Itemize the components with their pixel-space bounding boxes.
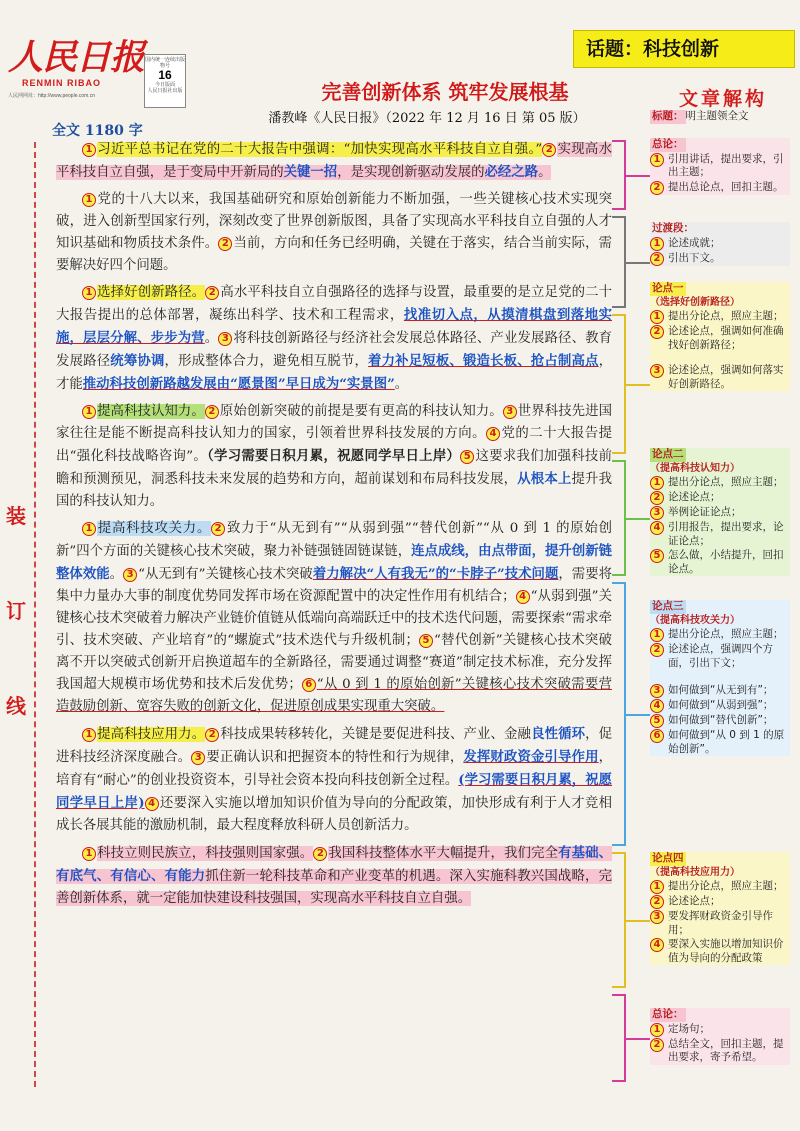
p5-text5: “从弱到强”关键核心技术突破着力解决产业链价值链从低端向高端跃迁中的技术迭代问题，需要探索“需求牵引、技术突破、产业培育”的“螺旋式”技术迭代与升级机制； xyxy=(56,589,612,648)
side-point3-item: 如何做到“从 0 到 1 的原始创新”。 xyxy=(668,729,785,755)
binding-char-2: 订 xyxy=(6,599,26,623)
number-marker: 3 xyxy=(650,506,664,520)
edition-line1: 国内统一连续出版物号 xyxy=(145,57,186,69)
p1-text2: ，是实现创新驱动发展的 xyxy=(337,165,485,180)
marker-5: 5 xyxy=(460,450,474,464)
marker-1: 1 xyxy=(82,143,96,157)
side-point3-sub: （提高科技攻关力） xyxy=(650,614,740,626)
p4-text4: 这要求我们加强科技前瞻和预测预见，洞悉科技未来发展的趋势和方向，超前谋划和布局科技发展， xyxy=(56,449,612,487)
p5-keyword: 连点成线，由点带面，提升创新链整体效能 xyxy=(56,543,613,582)
marker-5: 5 xyxy=(419,634,433,648)
side-point2-item: 举例论证论点； xyxy=(668,506,742,518)
number-marker: 2 xyxy=(650,181,664,195)
side-title-box xyxy=(650,110,790,124)
p3-text2: 。 xyxy=(204,331,219,346)
p1-quote: 习近平总书记在党的二十大报告中强调：“加快实现高水平科技自立自强。” xyxy=(97,142,543,157)
p5-text4: ，需要将集中力量办大事的制度优势同发挥市场在资源配置中的决定性作用有机结合； xyxy=(56,567,613,604)
number-marker: 2 xyxy=(650,1038,664,1052)
p3-text5: ，才能 xyxy=(56,354,613,392)
marker-1: 1 xyxy=(82,286,96,300)
paragraph-4 xyxy=(56,401,612,513)
marker-2: 2 xyxy=(218,237,232,251)
side-point4-sub: （提高科技应用力） xyxy=(650,866,740,878)
bracket-stem-6 xyxy=(626,920,650,922)
bracket-stem-4 xyxy=(626,518,650,520)
side-point3-item: 如何做到“从无到有”； xyxy=(668,684,774,696)
logo-text: 人民日报 xyxy=(8,37,145,78)
number-marker: 2 xyxy=(650,252,664,266)
p4-text2: 世界科技先进国家往往是能不断提高科技认知力的国家，引领着世界科技发展的方向。 xyxy=(56,404,613,441)
p1-keyword: 关键一招 xyxy=(283,164,338,180)
structure-heading: 文章解构 xyxy=(678,88,767,110)
side-point1-sub: （选择好创新路径） xyxy=(650,296,740,308)
marker-4: 4 xyxy=(145,797,159,811)
bracket-stem-1 xyxy=(626,175,650,177)
p7-text3: 抓住新一轮科技革命和产业变革的机遇。深入实施科教兴国战略，完善创新体系，就一定能加快建设科技强国，实现高水平科技自立自强。 xyxy=(56,869,612,906)
side-title-label: 标题： xyxy=(652,110,684,122)
number-marker: 1 xyxy=(650,1023,664,1037)
p6-text3: 要正确认识和把握资本的特性和行为规律， xyxy=(206,750,464,765)
number-marker: 1 xyxy=(650,310,664,324)
side-point-3 xyxy=(650,600,790,756)
side-point1-label: 论点一 xyxy=(652,282,684,294)
edition-number: 16 xyxy=(158,68,172,82)
p5-text: 致力于“从无到有”“从弱到强”“替代创新”“从 0 到 1 的原始创新”四个方面的关键核心技术突破，聚力补链强链固链谋链， xyxy=(56,521,612,559)
side-intro-item: 引用讲话，提出要求，引出主题； xyxy=(668,152,784,178)
paragraph-6 xyxy=(56,723,612,837)
p4-heading: 提高科技认知力。 xyxy=(97,404,205,419)
side-point-1 xyxy=(650,282,790,391)
number-marker: 1 xyxy=(650,237,664,251)
p6-text4: ，培育有“耐心”的创业投资资本，引导社会资本投向科技创新全过程。 xyxy=(56,750,612,788)
bracket-7 xyxy=(612,994,626,1082)
marker-6: 6 xyxy=(302,678,316,692)
p5-text2: 。 xyxy=(109,567,124,582)
p5-text7: “从 0 到 1 的原始创新”关键核心技术突破需要营造鼓励创新、宽容失败的创新文化，促进原创成果实现重大突破。 xyxy=(56,677,612,714)
number-marker: 6 xyxy=(650,729,664,743)
side-intro-label: 总论： xyxy=(652,138,684,150)
p3-keyword3: 着力补足短板、锻造长板、抢占制高点 xyxy=(368,353,599,369)
p3-text3: 将科技创新路径与经济社会发展总体路径、产业发展路径、教育发展路径 xyxy=(56,331,613,369)
number-marker: 1 xyxy=(650,628,664,642)
side-point4-label: 论点四 xyxy=(652,852,684,864)
marker-2: 2 xyxy=(313,847,327,861)
word-count: 全文 1180 字 xyxy=(52,123,143,139)
side-point3-label: 论点三 xyxy=(652,600,684,612)
side-conclusion xyxy=(650,1008,790,1065)
marker-1: 1 xyxy=(82,847,96,861)
article-body xyxy=(56,139,612,915)
p6-text5: 还要深入实施以增加知识价值为导向的分配政策，加快形成有利于人才竞相成长各展其能的激励机制，最大程度释放科研人员创新活力。 xyxy=(56,796,612,833)
article-byline: 潘教峰《人民日报》（2022 年 12 月 16 日 第 05 版） xyxy=(268,111,586,126)
side-point2-item: 论述论点； xyxy=(668,491,721,503)
p3-keyword2: 统筹协调 xyxy=(110,353,165,369)
p3-keyword4: 推动科技创新路越发展由“愿景图”早日成为“实景图” xyxy=(82,376,395,392)
edition-line2: 今日版面 xyxy=(154,82,175,88)
p5-text6: “替代创新”关键核心技术突破离不开以突破式创新开启换道超车的全新路径，需要通过调整“赛道”制定技术标准，充分发挥我国超大规模市场优势和技术后发优势； xyxy=(56,633,612,692)
marker-2: 2 xyxy=(205,728,219,742)
side-point1-item: 论述论点，强调如何准确找好创新路径； xyxy=(668,325,784,351)
side-point1-item: 论述论点，强调如何落实好创新路径。 xyxy=(668,364,784,390)
side-title-text: 明主题领全文 xyxy=(685,110,749,122)
side-conclusion-item: 总结全文，回扣主题，提出要求，寄予希望。 xyxy=(668,1037,784,1063)
side-conclusion-item: 定场句； xyxy=(668,1022,710,1035)
logo-url: 人民网网址：http://www.people.com.cn xyxy=(8,93,95,99)
number-marker: 4 xyxy=(650,938,664,952)
side-intro xyxy=(650,138,790,195)
logo-pinyin: RENMIN RIBAO xyxy=(22,78,101,88)
bracket-stem-5 xyxy=(626,714,650,716)
bracket-stem-7 xyxy=(626,1038,650,1040)
side-conclusion-label: 总论： xyxy=(652,1008,684,1020)
number-marker: 3 xyxy=(650,684,664,698)
p4-text5: 提升我国的科技认知力。 xyxy=(56,472,613,509)
side-point2-item: 怎么做，小结提升，回扣论点。 xyxy=(668,549,784,575)
number-marker: 3 xyxy=(650,910,664,924)
side-point2-item: 引用报告，提出要求，论证论点； xyxy=(668,521,784,547)
number-marker: 4 xyxy=(650,521,664,535)
p6-keyword: 良性循环 xyxy=(531,726,586,742)
side-point3-item: 如何做到“替代创新”； xyxy=(668,714,774,726)
newspaper-logo xyxy=(8,38,158,108)
side-transition-item: 引出下文。 xyxy=(668,251,721,264)
number-marker: 1 xyxy=(650,476,664,490)
bracket-2 xyxy=(612,216,626,308)
bracket-1 xyxy=(612,140,626,210)
bracket-6 xyxy=(612,852,626,988)
marker-2: 2 xyxy=(542,143,556,157)
p3-heading: 选择好创新路径。 xyxy=(97,285,206,300)
p7-text2: 我国科技整体水平大幅提升，我们完全 xyxy=(328,846,559,861)
number-marker: 5 xyxy=(650,714,664,728)
number-marker: 2 xyxy=(650,895,664,909)
marker-3: 3 xyxy=(218,332,232,346)
bracket-stem-3 xyxy=(626,384,650,386)
bracket-3 xyxy=(612,314,626,454)
side-point-2 xyxy=(650,448,790,576)
number-marker: 3 xyxy=(650,364,664,378)
marker-1: 1 xyxy=(82,728,96,742)
marker-3: 3 xyxy=(191,751,205,765)
p1-text3: 。 xyxy=(538,165,552,180)
p2-text: 党的十八大以来，我国基础研究和原始创新能力不断加强，一些关键核心技术实现突破，进入创新型国家行列，深刻改变了世界创新版图，具备了实现高水平科技自立自强的人才知识基础和物质技术条件。 xyxy=(56,192,612,251)
bracket-5 xyxy=(612,582,626,846)
number-marker: 1 xyxy=(650,880,664,894)
p3-text4: ，形成整体合力，避免相互脱节， xyxy=(164,354,369,369)
side-point1-item: 提出分论点，照应主题； xyxy=(668,310,784,322)
side-point4-item: 要发挥财政资金引导作用； xyxy=(668,910,773,936)
marker-1: 1 xyxy=(82,405,96,419)
p1-keyword2: 必经之路 xyxy=(484,164,539,180)
p5-heading: 提高科技攻关力。 xyxy=(97,521,212,536)
number-marker: 2 xyxy=(650,643,664,657)
side-transition-item: 论述成就； xyxy=(668,236,721,249)
side-point4-item: 论述论点； xyxy=(668,895,721,907)
marker-3: 3 xyxy=(503,405,517,419)
side-point3-item: 如何做到“从弱到强”； xyxy=(668,699,774,711)
edition-box xyxy=(144,54,186,108)
side-point2-label: 论点二 xyxy=(652,448,684,460)
marker-4: 4 xyxy=(516,590,530,604)
marker-1: 1 xyxy=(82,193,96,207)
p2-text2: 当前，方向和任务已经明确，关键在于落实，结合当前实际，需要解决好四个问题。 xyxy=(56,236,613,273)
marker-3: 3 xyxy=(123,568,137,582)
topic-banner: 话题：科技创新 xyxy=(573,30,795,68)
marker-4: 4 xyxy=(486,427,500,441)
marker-2: 2 xyxy=(211,522,225,536)
p7-keyword: 有基础、有底气、有信心、有能力 xyxy=(56,845,613,884)
side-transition-label: 过渡段： xyxy=(652,222,694,234)
marker-2: 2 xyxy=(205,286,219,300)
paragraph-5 xyxy=(56,518,612,718)
p3-keyword: 找准切入点，从摸清棋盘到落地实施，层层分解、步步为营 xyxy=(56,307,613,346)
structure-brackets xyxy=(612,140,652,1090)
paragraph-3 xyxy=(56,282,612,396)
side-intro-item: 提出总论点，回扣主题。 xyxy=(668,180,784,193)
side-point3-item: 论述论点，强调四个方面，引出下文； xyxy=(668,643,773,669)
marker-1: 1 xyxy=(82,522,96,536)
side-transition xyxy=(650,222,790,266)
p7-text: 科技立则民族立，科技强则国家强。 xyxy=(97,846,314,861)
number-marker: 5 xyxy=(650,549,664,563)
number-marker: 2 xyxy=(650,491,664,505)
paragraph-2 xyxy=(56,189,612,277)
paragraph-7 xyxy=(56,842,612,910)
paragraph-1 xyxy=(56,139,612,184)
edition-line3: 人民日报社出版 xyxy=(147,88,183,94)
p6-keyword2: 发挥财政资金引导作用 xyxy=(463,749,599,765)
p4-text: 原始创新突破的前提是要有更高的科技认知力。 xyxy=(219,404,503,419)
p6-aside: (学习需要日积月累，祝愿同学早日上岸) xyxy=(56,772,612,811)
side-point4-item: 提出分论点，照应主题； xyxy=(668,880,784,892)
side-point2-sub: （提高科技认知力） xyxy=(650,462,740,474)
p6-text: 科技成果转移转化，关键是要促进科技、产业、金融 xyxy=(220,727,532,742)
side-point-4 xyxy=(650,852,790,965)
bracket-4 xyxy=(612,460,626,576)
side-point4-item: 要深入实施以增加知识价值为导向的分配政策 xyxy=(668,938,784,964)
bracket-stem-2 xyxy=(626,262,650,264)
p6-text2: ，促进科技经济深度融合。 xyxy=(56,727,613,765)
number-marker: 4 xyxy=(650,699,664,713)
p3-text6: 。 xyxy=(394,377,409,392)
binding-char-3: 线 xyxy=(6,694,26,718)
p4-aside: （学习需要日积月累，祝愿同学早日上岸） xyxy=(207,448,461,464)
p5-keyword2: 着力解决“人有我无”的“卡脖子”技术问题 xyxy=(312,566,559,582)
number-marker: 1 xyxy=(650,153,664,167)
p3-text: 高水平科技自立自强路径的选择与设置，最重要的是立足党的二十大报告提出的总体部署，凝练出科学、技术和工程需求， xyxy=(56,285,612,323)
binding-line xyxy=(34,142,36,1087)
p4-text3: 党的二十大报告提出“强化科技战略咨询”。 xyxy=(56,426,613,464)
side-point3-item: 提出分论点，照应主题； xyxy=(668,628,784,640)
p5-text3: “从无到有”关键核心技术突破 xyxy=(138,567,313,582)
side-point2-item: 提出分论点，照应主题； xyxy=(668,476,784,488)
number-marker: 2 xyxy=(650,325,664,339)
p4-keyword: 从根本上 xyxy=(517,471,572,487)
binding-char-1: 装 xyxy=(6,504,26,528)
p1-text: 实现高水平科技自立自强，是于变局中开新局的 xyxy=(56,142,612,180)
p6-heading: 提高科技应用力。 xyxy=(97,727,206,742)
marker-2: 2 xyxy=(205,405,219,419)
article-title: 完善创新体系 筑牢发展根基 xyxy=(321,80,569,104)
